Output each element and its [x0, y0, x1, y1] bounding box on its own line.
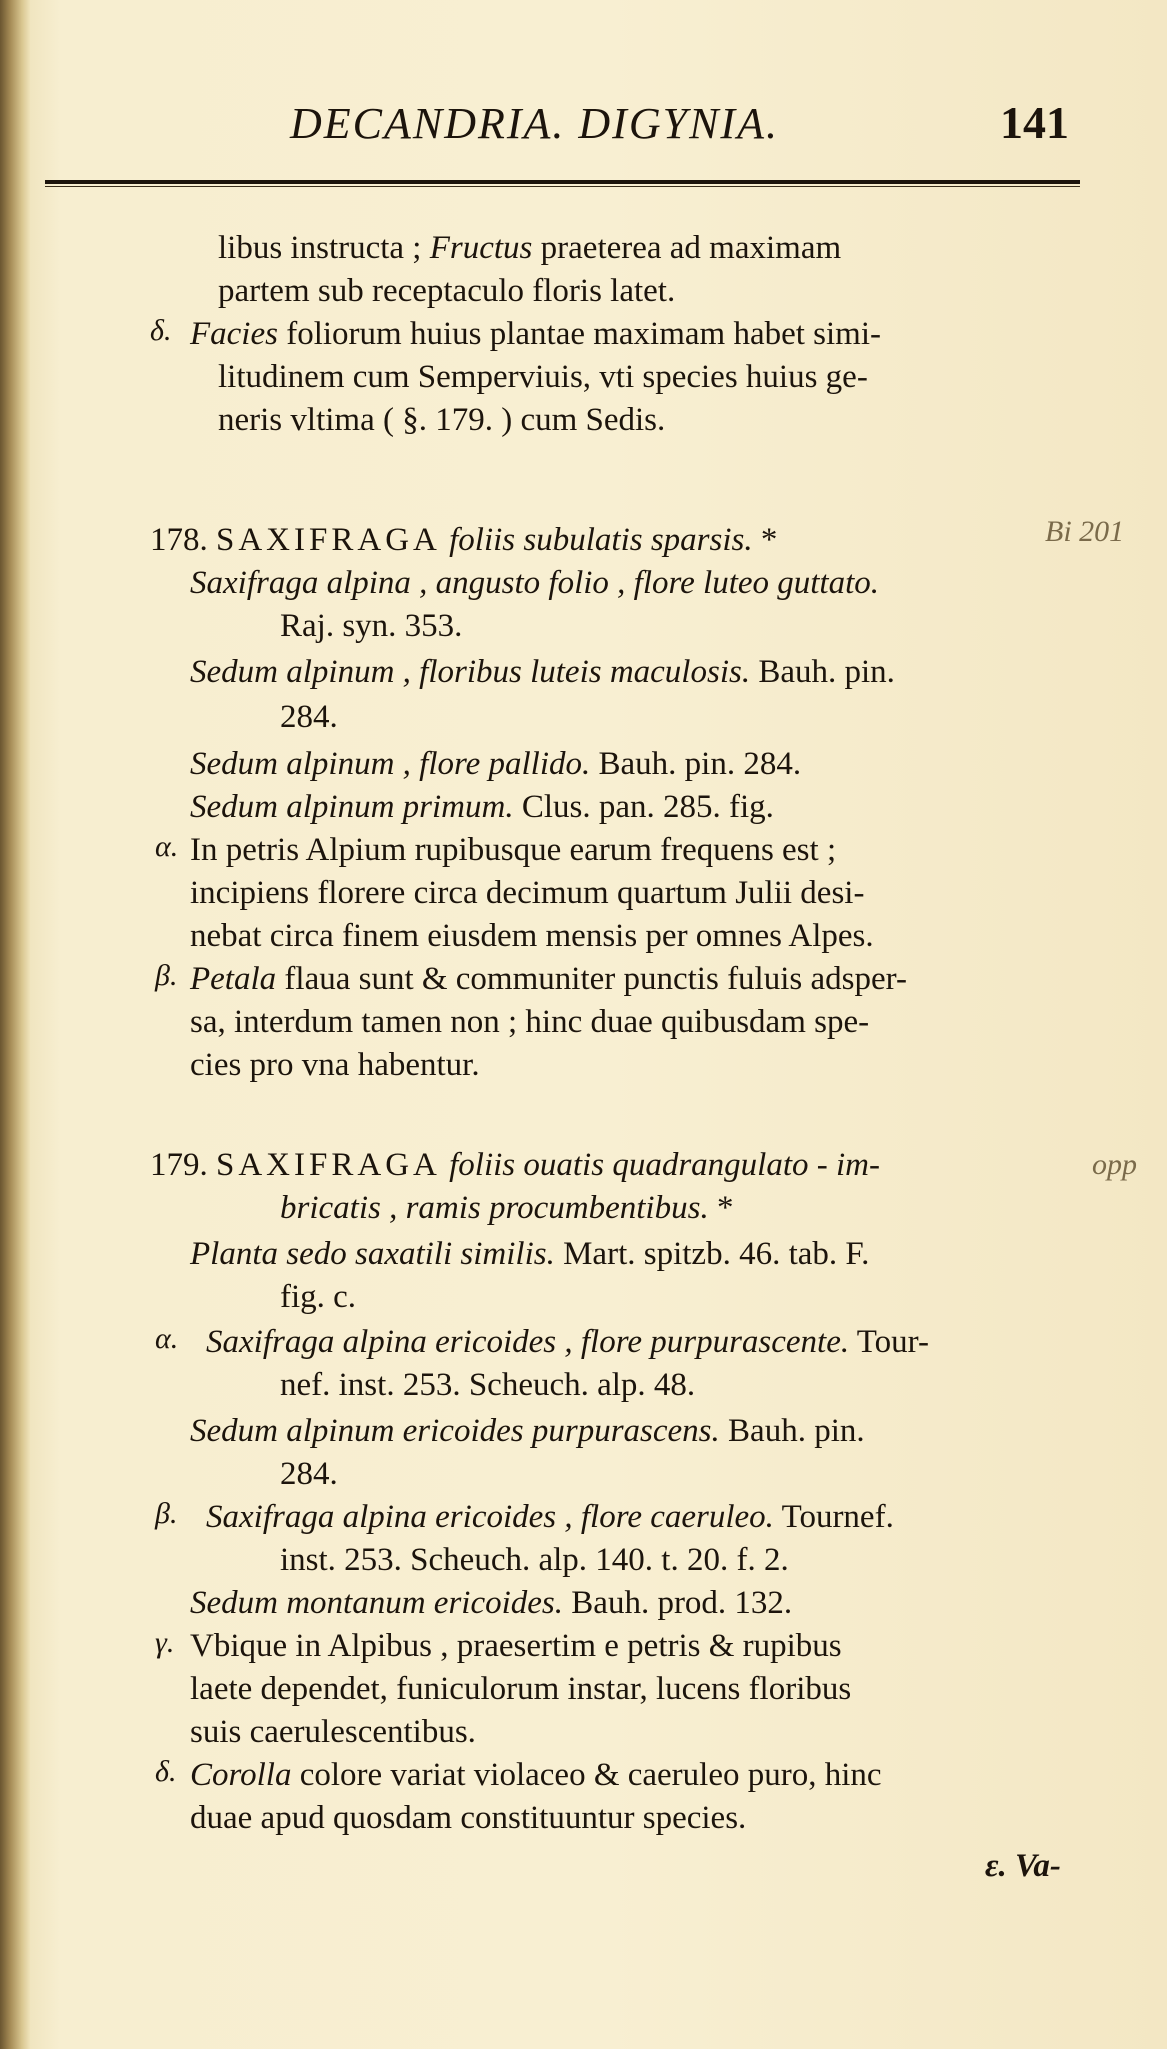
- synonym-line: Saxifraga alpina , angusto folio , flore luteo guttato.: [190, 565, 880, 601]
- text-line: suis caerulescentibus.: [190, 1714, 476, 1750]
- running-header: DECANDRIA. DIGYNIA.: [290, 99, 779, 148]
- entry-number: 178.: [150, 522, 208, 558]
- synonym-line: Saxifraga alpina ericoides , flore caeruleo. Tournef.: [206, 1499, 894, 1535]
- text-line: inst. 253. Scheuch. alp. 140. t. 20. f. 2.: [280, 1542, 789, 1578]
- synonym-line: Sedum alpinum , flore pallido. Bauh. pin. 284.: [190, 746, 802, 782]
- text-line: cies pro vna habentur.: [190, 1047, 480, 1083]
- entry-number: 179.: [150, 1147, 208, 1183]
- genus-name: SAXIFRAGA: [216, 1147, 441, 1183]
- paragraph-marker: β.: [155, 959, 178, 992]
- text-line: incipiens florere circa decimum quartum Julii desi-: [190, 875, 865, 911]
- text-line: duae apud quosdam constituuntur species.: [190, 1800, 747, 1836]
- paragraph-marker: δ.: [155, 1755, 177, 1788]
- text-line: Facies foliorum huius plantae maximam habet simi-: [190, 316, 882, 352]
- diagnosis-continued: bricatis , ramis procumbentibus. *: [280, 1190, 734, 1226]
- text-line: sa, interdum tamen non ; hinc duae quibusdam spe-: [190, 1004, 870, 1040]
- genus-name: SAXIFRAGA: [216, 522, 441, 558]
- text-line: Vbique in Alpibus , praesertim e petris & rupibus: [190, 1628, 842, 1664]
- paragraph-marker: β.: [155, 1497, 178, 1530]
- paragraph-marker: α.: [155, 830, 179, 863]
- entry-178-heading: [150, 520, 777, 560]
- text-line: nebat circa finem eiusdem mensis per omnes Alpes.: [190, 918, 874, 954]
- text-line: nef. inst. 253. Scheuch. alp. 48.: [280, 1367, 696, 1403]
- diagnosis: foliis subulatis sparsis.: [449, 522, 753, 558]
- margin-note: opp: [1092, 1148, 1137, 1181]
- text-line: Raj. syn. 353.: [280, 608, 463, 644]
- text-line: neris vltima ( §. 179. ) cum Sedis.: [218, 402, 666, 438]
- header-rule: [45, 180, 1080, 184]
- text-line: 284.: [280, 1456, 338, 1492]
- diagnosis: foliis ouatis quadrangulato - im-: [449, 1147, 880, 1183]
- synonym-line: Saxifraga alpina ericoides , flore purpurascente. Tour-: [206, 1324, 929, 1360]
- synonym-line: Planta sedo saxatili similis. Mart. spitzb. 46. tab. F.: [190, 1236, 870, 1272]
- book-spine: [0, 0, 30, 2049]
- asterisk: *: [716, 1190, 734, 1226]
- text-line: libus instructa ; Fructus praeterea ad maximam: [218, 230, 842, 266]
- text-line: Corolla colore variat violaceo & caeruleo puro, hinc: [190, 1757, 882, 1793]
- synonym-line: Sedum alpinum ericoides purpurascens. Bauh. pin.: [190, 1413, 865, 1449]
- synonym-line: Sedum alpinum , floribus luteis maculosis. Bauh. pin.: [190, 654, 895, 690]
- text-line: In petris Alpium rupibusque earum frequens est ;: [190, 832, 837, 868]
- asterisk: *: [760, 522, 778, 558]
- paragraph-marker: γ.: [155, 1626, 175, 1659]
- margin-note: Bi 201: [1045, 515, 1125, 548]
- text-line: laete dependet, funiculorum instar, lucens floribus: [190, 1671, 852, 1707]
- text-line: fig. c.: [280, 1279, 357, 1315]
- synonym-line: Sedum alpinum primum. Clus. pan. 285. fig.: [190, 789, 774, 825]
- synonym-line: Sedum montanum ericoides. Bauh. prod. 132.: [190, 1585, 793, 1621]
- header-rule-thin: [45, 186, 1080, 187]
- catchword: ε. Va-: [985, 1848, 1061, 1884]
- text-line: partem sub receptaculo floris latet.: [218, 273, 676, 309]
- text-line: Petala flaua sunt & communiter punctis fuluis adsper-: [190, 961, 907, 997]
- text-line: 284.: [280, 699, 338, 735]
- page-number: 141: [1000, 97, 1069, 148]
- entry-179-heading: [150, 1145, 880, 1185]
- paragraph-marker: δ.: [150, 314, 172, 347]
- paragraph-marker: α.: [155, 1322, 179, 1355]
- text-line: litudinem cum Semperviuis, vti species huius ge-: [218, 359, 868, 395]
